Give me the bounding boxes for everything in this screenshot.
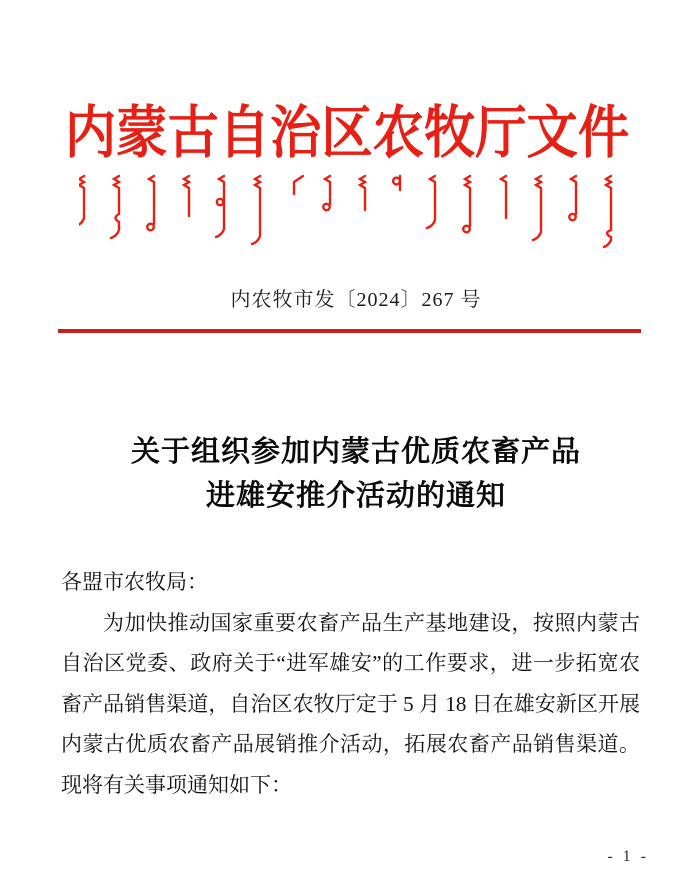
document-title-line1: 关于组织参加内蒙古优质农畜产品 — [130, 436, 581, 468]
document-title-line2: 进雄安推介活动的通知 — [205, 480, 506, 512]
page-number: - 1 - — [607, 848, 649, 865]
document-body — [61, 562, 640, 805]
agency-header-title: 内蒙古自治区农牧厅文件 — [64, 102, 630, 165]
salutation: 各盟市农牧局： — [61, 570, 208, 594]
mongolian-script-icon — [79, 174, 617, 252]
red-divider-line — [58, 329, 641, 333]
body-paragraph: 为加快推动国家重要农畜产品生产基地建设，按照内蒙古自治区党委、政府关于“进军雄安”的工作要求，进一步拓宽农畜产品销售渠道，自治区农牧厅定于 5 月 18 日在雄安新区开展内蒙古优质农畜产品展销推介活动，拓展农畜产品销售渠道。现将有关事项通知如下： — [61, 610, 640, 797]
document-number: 内农牧市发〔2024〕267 号 — [230, 289, 482, 311]
document-title — [21, 430, 691, 518]
